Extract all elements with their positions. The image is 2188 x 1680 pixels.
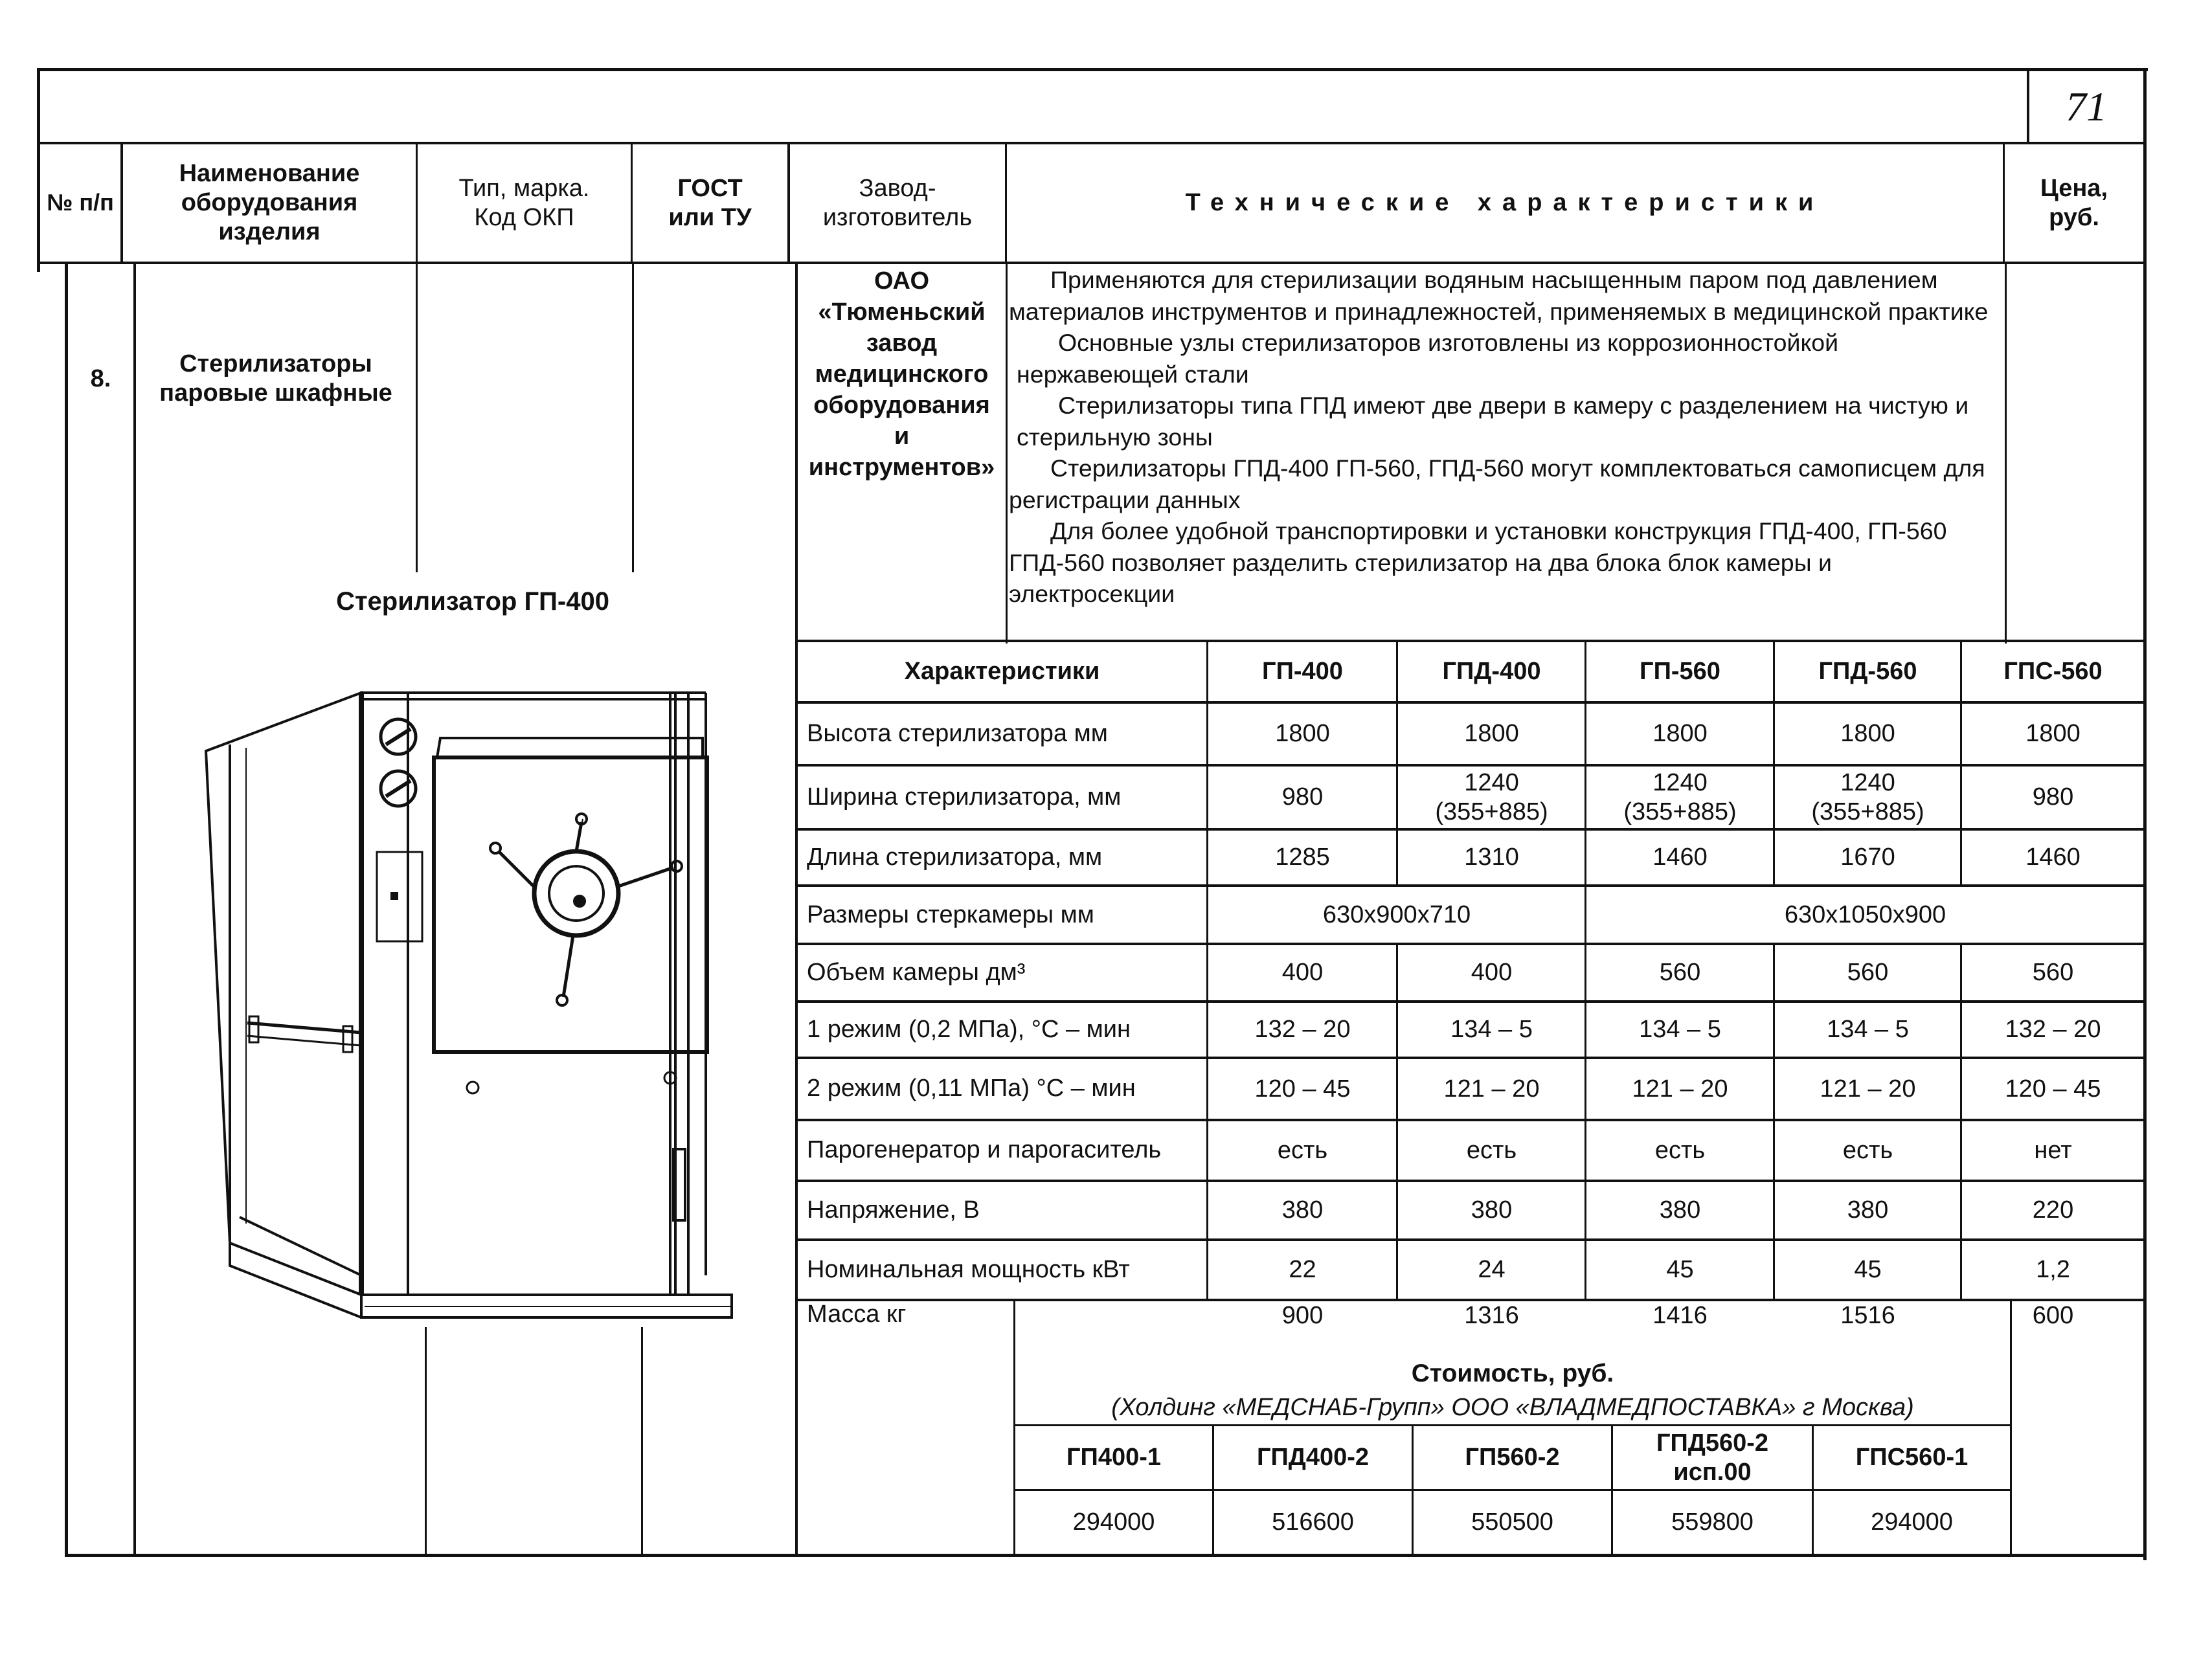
spec-cell: 22 bbox=[1289, 1256, 1316, 1284]
cost-price: 516600 bbox=[1272, 1508, 1354, 1536]
header-name: Наименование оборудования изделия bbox=[179, 160, 360, 245]
spec-cell: 1,2 bbox=[2036, 1256, 2070, 1284]
spec-cell: 1516 bbox=[1840, 1302, 1895, 1329]
table-rule bbox=[1960, 943, 1962, 1301]
spec-cell: 1460 bbox=[1652, 844, 1708, 871]
table-rule bbox=[2010, 1299, 2012, 1557]
spec-cell: 560 bbox=[1659, 959, 1701, 987]
spec-row-label: Парогенератор и парогаситель bbox=[807, 1136, 1162, 1164]
spec-cell: 1460 bbox=[2025, 844, 2081, 871]
spec-cell: 121 – 20 bbox=[1632, 1075, 1728, 1103]
spec-cell: 1800 bbox=[1840, 720, 1895, 748]
spec-cell: 630х900х710 bbox=[1322, 901, 1471, 928]
spec-cell: 600 bbox=[2032, 1302, 2074, 1329]
item-number: 8. bbox=[90, 364, 111, 392]
spec-cell: 380 bbox=[1659, 1196, 1701, 1224]
header-maker: Завод-изготовитель bbox=[822, 174, 973, 231]
spec-row-label: Напряжение, В bbox=[807, 1196, 980, 1224]
item-description bbox=[1009, 264, 1993, 640]
spec-cell: есть bbox=[1842, 1136, 1893, 1164]
spec-cell: 132 – 20 bbox=[2005, 1016, 2101, 1044]
spec-cell: 980 bbox=[2032, 783, 2074, 811]
cost-price: 550500 bbox=[1471, 1508, 1553, 1536]
spec-row-label: Ширина стерилизатора, мм bbox=[807, 783, 1122, 811]
image-caption: Стерилизатор ГП-400 bbox=[336, 587, 609, 616]
spec-cell: 400 bbox=[1471, 959, 1513, 987]
spec-cell: 120 – 45 bbox=[1254, 1075, 1351, 1103]
header-type: Тип, марка. Код ОКП bbox=[458, 174, 590, 231]
table-rule bbox=[1960, 640, 1962, 884]
spec-cell: 220 bbox=[2032, 1196, 2074, 1224]
spec-cell: 120 – 45 bbox=[2005, 1075, 2101, 1103]
header-tech: Технические характеристики bbox=[1185, 189, 1825, 217]
table-rule bbox=[1396, 640, 1398, 884]
spec-cell: 1316 bbox=[1464, 1302, 1519, 1329]
spec-cell: 1240 (355+885) bbox=[1623, 768, 1737, 825]
table-rule bbox=[1773, 640, 1775, 884]
spec-cell: 134 – 5 bbox=[1639, 1016, 1721, 1044]
spec-cell: нет bbox=[2034, 1136, 2072, 1164]
description-paragraph: Применяются для стерилизации водяным насыщенным паром под давлением материалов инструментов и принадлежностей, применяемых в медицинской практике bbox=[1009, 266, 1989, 325]
spec-cell: 1800 bbox=[2025, 720, 2081, 748]
spec-cell: 121 – 20 bbox=[1443, 1075, 1540, 1103]
spec-header-model: ГП-400 bbox=[1262, 658, 1343, 686]
description-paragraph: Стерилизаторы типа ГПД имеют две двери в камеру с разделением на чистую и стерильную зоны bbox=[1017, 392, 1969, 451]
description-paragraph: Основные узлы стерилизаторов изготовлены из коррозионностойкой нержавеющей стали bbox=[1017, 329, 1839, 388]
cost-model: ГП560-2 bbox=[1465, 1444, 1560, 1472]
spec-row-label: 1 режим (0,2 МПа), °С – мин bbox=[807, 1015, 1131, 1043]
table-rule bbox=[1773, 943, 1775, 1301]
cost-model: ГПС560-1 bbox=[1855, 1444, 1968, 1472]
spec-header-model: ГПС-560 bbox=[2003, 658, 2103, 686]
cost-title: Стоимость, руб. bbox=[1411, 1359, 1614, 1387]
spec-cell: есть bbox=[1277, 1136, 1328, 1164]
spec-header-label: Характеристики bbox=[904, 658, 1100, 686]
description-paragraph: Для более удобной транспортировки и установки конструкция ГПД-400, ГП-560 ГПД-560 позволяет разделить стерилизатор на два блока блок камеры и электросекции bbox=[1009, 517, 1947, 607]
spec-cell: 980 bbox=[1281, 783, 1324, 811]
cost-model: ГПД560-2 исп.00 bbox=[1656, 1429, 1769, 1486]
spec-cell: 630х1050х900 bbox=[1784, 901, 1946, 928]
spec-cell: 132 – 20 bbox=[1254, 1016, 1351, 1044]
spec-cell: 1800 bbox=[1275, 720, 1330, 748]
spec-cell: 560 bbox=[2032, 959, 2074, 987]
spec-row-label: Масса кг bbox=[807, 1301, 907, 1328]
spec-cell: 1310 bbox=[1464, 844, 1519, 871]
spec-row-label: Высота стерилизатора мм bbox=[807, 719, 1108, 747]
description-paragraph: Стерилизаторы ГПД-400 ГП-560, ГПД-560 могут комплектоваться самописцем для регистрации данных bbox=[1009, 454, 1985, 513]
item-maker: ОАО «Тюменьский завод медицинского оборудования и инструментов» bbox=[808, 267, 995, 481]
spec-row-label: Размеры стеркамеры мм bbox=[807, 901, 1094, 928]
spec-cell: 1670 bbox=[1840, 844, 1895, 871]
table-rule bbox=[1396, 943, 1398, 1301]
spec-cell: 45 bbox=[1854, 1256, 1882, 1284]
spec-cell: 560 bbox=[1847, 959, 1889, 987]
spec-cell: 380 bbox=[1847, 1196, 1889, 1224]
spec-row-label: Номинальная мощность кВт bbox=[807, 1255, 1130, 1283]
spec-header-model: ГП-560 bbox=[1640, 658, 1720, 686]
spec-cell: 400 bbox=[1281, 959, 1324, 987]
spec-row-label: Объем камеры дм³ bbox=[807, 958, 1026, 986]
spec-cell: 121 – 20 bbox=[1820, 1075, 1916, 1103]
spec-cell: 1240 (355+885) bbox=[1435, 768, 1548, 825]
cost-price: 294000 bbox=[1871, 1508, 1953, 1536]
spec-row-label: 2 режим (0,11 МПа) °С – мин bbox=[807, 1075, 1136, 1103]
spec-cell: есть bbox=[1654, 1136, 1706, 1164]
spec-cell: 900 bbox=[1281, 1302, 1324, 1329]
cost-model: ГП400-1 bbox=[1066, 1444, 1162, 1472]
item-name: Стерилизаторы паровые шкафные bbox=[159, 350, 392, 407]
spec-cell: 134 – 5 bbox=[1827, 1016, 1909, 1044]
cost-model: ГПД400-2 bbox=[1256, 1444, 1370, 1472]
page-number: 71 bbox=[2066, 83, 2107, 129]
spec-row-label: Длина стерилизатора, мм bbox=[807, 843, 1103, 871]
spec-header-model: ГПД-400 bbox=[1442, 658, 1541, 686]
header-price: Цена, руб. bbox=[2040, 174, 2108, 231]
table-rule bbox=[1206, 640, 1208, 1301]
spec-cell: 1240 (355+885) bbox=[1811, 768, 1924, 825]
sterilizer-illustration bbox=[194, 673, 751, 1340]
spec-header-model: ГПД-560 bbox=[1818, 658, 1917, 686]
header-gost: ГОСТ или ТУ bbox=[668, 174, 752, 231]
table-rule bbox=[2143, 640, 2146, 1301]
spec-cell: 380 bbox=[1281, 1196, 1324, 1224]
spec-cell: 1285 bbox=[1275, 844, 1330, 871]
header-number: № п/п bbox=[47, 189, 114, 216]
cost-price: 294000 bbox=[1072, 1508, 1155, 1536]
spec-cell: 1416 bbox=[1652, 1302, 1708, 1329]
spec-cell: 24 bbox=[1478, 1256, 1506, 1284]
spec-cell: есть bbox=[1466, 1136, 1517, 1164]
spec-cell: 134 – 5 bbox=[1450, 1016, 1533, 1044]
spec-cell: 380 bbox=[1471, 1196, 1513, 1224]
cost-price: 559800 bbox=[1671, 1508, 1754, 1536]
spec-cell: 45 bbox=[1666, 1256, 1694, 1284]
table-rule bbox=[1585, 640, 1586, 1301]
spec-cell: 1800 bbox=[1464, 720, 1519, 748]
spec-cell: 1800 bbox=[1652, 720, 1708, 748]
cost-subtitle: (Холдинг «МЕДСНАБ-Групп» ООО «ВЛАДМЕДПОСТАВКА» г Москва) bbox=[1111, 1393, 1914, 1421]
